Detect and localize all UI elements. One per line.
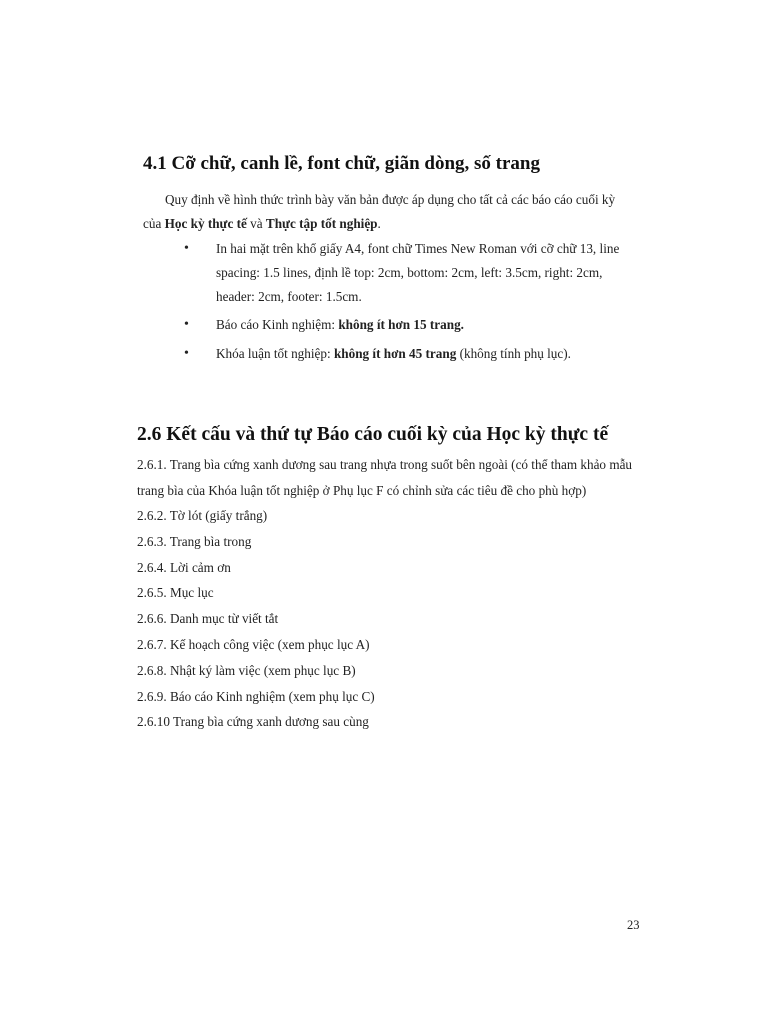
bullet-icon: • [184,346,189,361]
list-item: 2.6.3. Trang bìa trong [137,533,252,549]
bullet-item-khoa-luan [143,342,643,366]
bullet-text: In hai mặt trên khổ giấy A4, font chữ Times New Roman với cỡ chữ 13, line spacing: 1.5 lines, định lề top: 2cm, bottom: 2cm, left: 3.5cm, right: 2cm, header: 2cm, footer: 1.5cm. [216,241,620,304]
bullet-icon: • [184,317,189,332]
bullet-text-after: (không tính phụ lục). [456,346,571,361]
bullet-text-bold: không ít hơn 15 trang. [338,317,464,332]
intro-text: Quy định về hình thức trình bày văn bản được áp dụng cho tất cả các báo cáo cuối kỳ của [143,192,616,231]
list-item: 2.6.8. Nhật ký làm việc (xem phục lục B) [137,662,356,678]
bullet-text-plain: Báo cáo Kinh nghiệm: [216,317,339,332]
bullet-text [143,342,571,366]
structure-list [137,452,637,735]
intro-text-mid: và [246,216,266,231]
bullet-text-plain: Khóa luận tốt nghiệp: [216,346,334,361]
bullet-icon: • [184,241,189,256]
list-item: 2.6.6. Danh mục từ viết tắt [137,611,279,627]
list-item: 2.6.2. Tờ lót (giấy trắng) [137,508,268,523]
bullet-item-bao-cao [143,313,643,337]
section-heading-4-1: 4.1 Cỡ chữ, canh lề, font chữ, giãn dòng, số trang [143,153,540,174]
intro-bold-hoc-ky: Học kỳ thực tế [164,216,247,231]
section-heading-2-6: 2.6 Kết cấu và thứ tự Báo cáo cuối kỳ của Học kỳ thực tế [137,424,609,445]
bullet-text [143,313,464,337]
intro-paragraph [143,188,633,236]
bullet-item-format [143,237,643,309]
bullet-text-bold: không ít hơn 45 trang [333,346,457,361]
page-number: 23 [627,918,640,932]
intro-text-end: . [377,216,381,231]
list-item: 2.6.4. Lời cảm ơn [137,559,231,575]
list-item: 2.6.9. Báo cáo Kinh nghiệm (xem phụ lục C) [137,688,375,704]
list-item: 2.6.10 Trang bìa cứng xanh dương sau cùng [137,714,369,730]
list-item: 2.6.1. Trang bìa cứng xanh dương sau trang nhựa trong suốt bên ngoài (có thể tham khảo mẫu trang bìa của Khóa luận tốt nghiệp ở Phụ lục F có chỉnh sửa các tiêu đề cho phù hợp) [137,457,633,498]
list-item: 2.6.7. Kế hoạch công việc (xem phục lục A) [137,636,370,652]
intro-bold-thuc-tap: Thực tập tốt nghiệp [265,216,378,231]
list-item: 2.6.5. Mục lục [137,585,214,601]
